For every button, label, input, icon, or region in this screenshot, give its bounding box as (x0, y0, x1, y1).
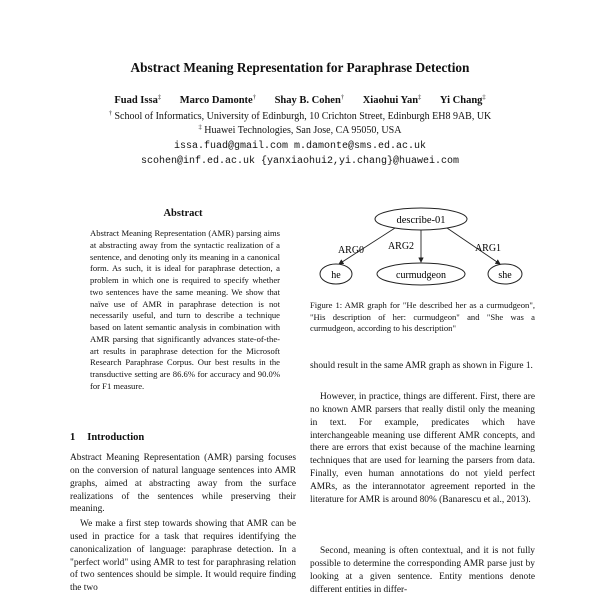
curmudgeon-node-label: curmudgeon (396, 270, 446, 281)
he-node-label: he (331, 270, 341, 281)
edge-label-left: ARG0 (337, 245, 365, 256)
intro-paragraph: We make a first step towards showing that AMR can be used in practice for a task that requires identifying the canonicalization of language: paraphrase detection. In a "perfect world" using AMR to test for paraphrasing relation of two sentences should be simple. It would require finding the two (70, 519, 296, 594)
affiliation-edinburgh: † School of Informatics, University of Edinburgh, 10 Crichton Street, Edinburgh EH8 9AB, UK (108, 110, 492, 122)
affiliation-huawei: ‡ Huawei Technologies, San Jose, CA 95050, USA (198, 124, 402, 136)
she-node-label: she (498, 270, 512, 281)
intro-paragraph: Abstract Meaning Representation (AMR) parsing focuses on the conversion of natural language sentences into AMR graphs, aimed at abstracting away from the surface realizations of the sentences while preserving their meaning. (70, 453, 296, 515)
author: Xiaohui Yan‡ (362, 94, 422, 106)
amr-graph-figure (305, 205, 535, 297)
edge-label-right: ARG1 (474, 243, 502, 254)
author: Fuad Issa‡ (114, 94, 162, 106)
body-paragraph: However, in practice, things are different. First, there are no known AMR parsers that really distil only the meaning in text. For example, predicates which have interchangeable meaning use different AMR concepts, and there are errors that exist because of the machine learning techniques that are used for learning the parsers from data. Finally, even human annotations do not yield perfect AMRs, as the interannotator agreement reported in the literature for AMR is around 80% (Banarescu et al., 2013). (310, 392, 535, 505)
edge-label-middle: ARG2 (387, 241, 415, 252)
email-line: issa.fuad@gmail.com m.damonte@sms.ed.ac.uk (173, 141, 427, 152)
author: Marco Damonte† (179, 94, 256, 106)
abstract-heading: Abstract (163, 208, 203, 219)
body-paragraph: Second, meaning is often contextual, and it is not fully possible to determine the corresponding AMR parse just by looking at a given sentence. Entity mentions denote different entities in differ- (310, 546, 535, 595)
author: Yi Chang‡ (439, 94, 486, 106)
figure-caption: Figure 1: AMR graph for "He described her as a curmudgeon", "His description of her: curmudgeon" and "She was a curmudgeon, according to his description" (310, 300, 535, 334)
body-paragraph: should result in the same AMR graph as shown in Figure 1. (310, 361, 533, 371)
root-node-label: describe-01 (396, 215, 446, 226)
paper-title: Abstract Meaning Representation for Paraphrase Detection (130, 60, 470, 75)
author-list (0, 95, 600, 106)
email-line: scohen@inf.ed.ac.uk {yanxiaohui2,yi.chang}@huawei.com (140, 156, 460, 167)
abstract-text: Abstract Meaning Representation (AMR) parsing aims at abstracting away from the syntactic realization of a sentence, and denoting only its meaning in a canonical form. As such, it is ideal for paraphrase detection, a problem in which one is required to specify whether two sentences have the same meaning. We show that naïve use of AMR in paraphrase detection is not necessarily useful, and turn to describe a technique based on latent semantic analysis in combination with AMR parsing that significantly advances state-of-the-art results in paraphrase detection for the Microsoft Research Paraphrase Corpus. Our best results in the transductive setting are 86.6% for accuracy and 90.0% for F1 measure. (90, 228, 280, 391)
section-heading: 1 Introduction (70, 432, 145, 443)
author: Shay B. Cohen† (274, 94, 345, 106)
